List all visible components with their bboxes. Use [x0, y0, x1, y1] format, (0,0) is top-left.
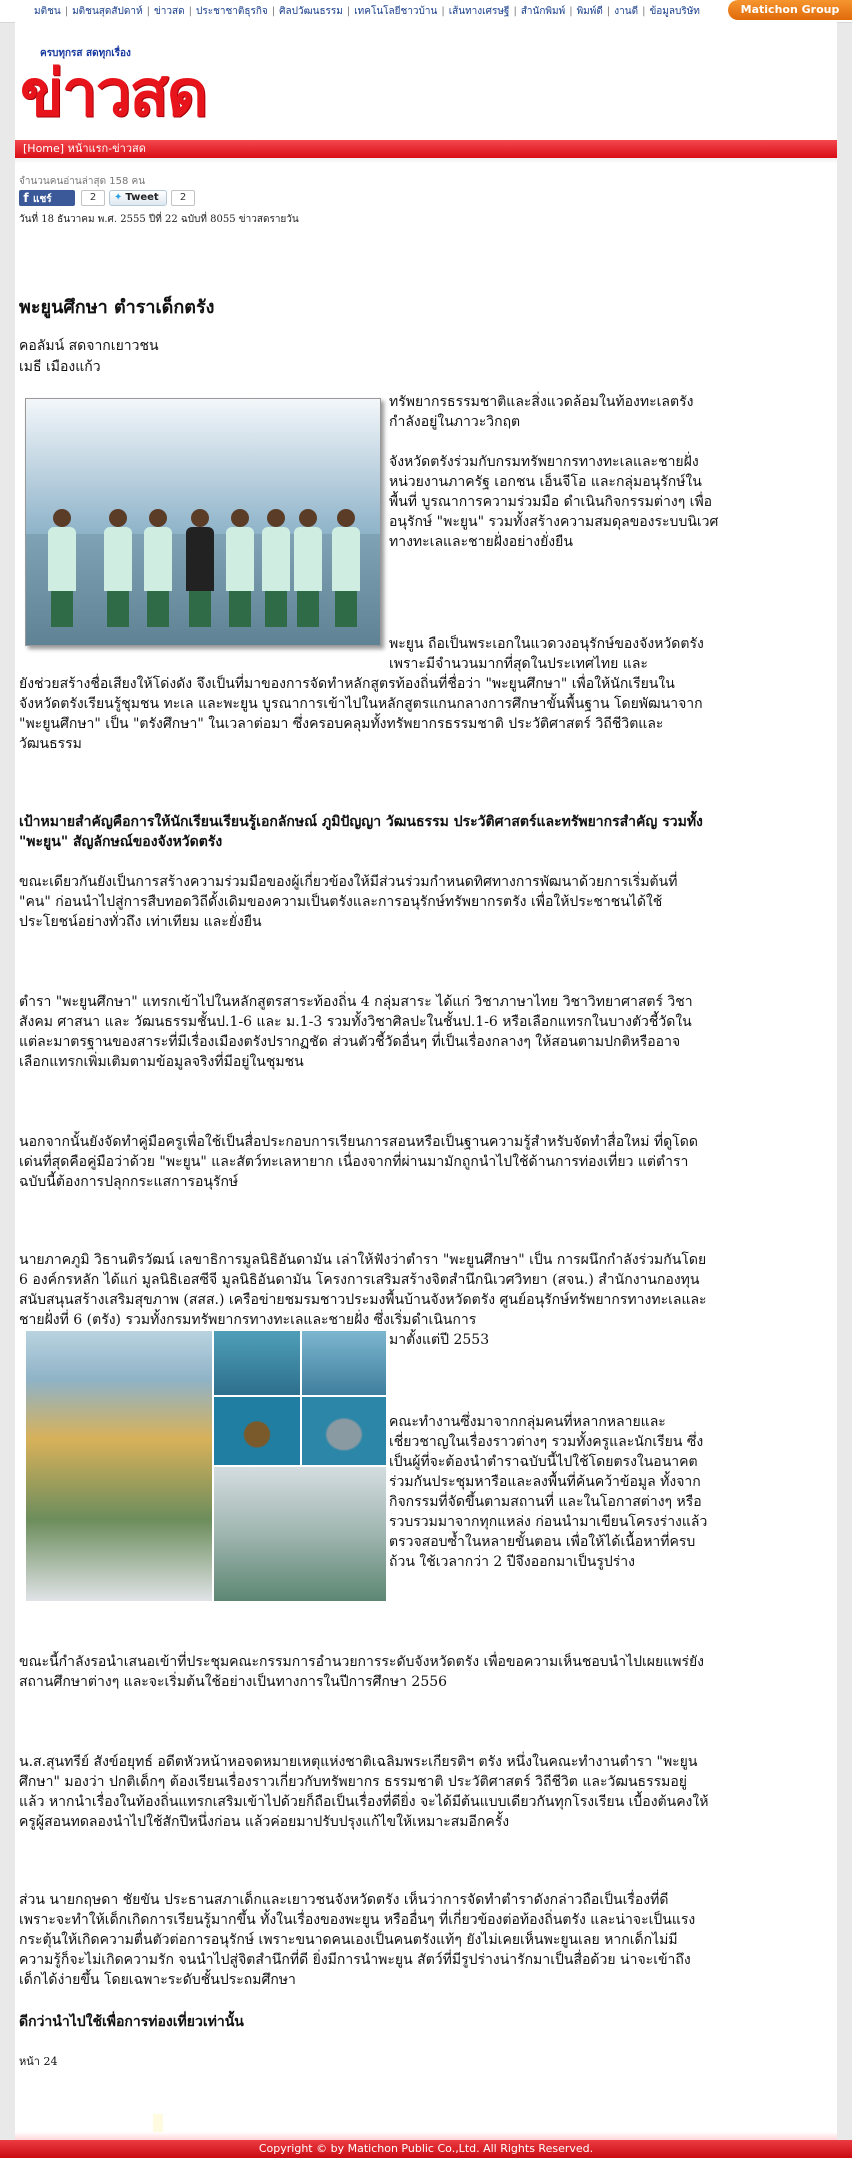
- paragraph-2: จังหวัดตรังร่วมกับกรมทรัพยากรทางทะเลและชายฝั่ง หน่วยงานภาครัฐ เอกชน เอ็นจีโอ และกลุ่มอนุรักษ์ในพื้นที่ บูรณาการความร่วมมือ ดำเนินกิจกรรมต่างๆ เพื่ออนุรักษ์ "พะยูน" รวมทั้งสร้างความสมดุลของระบบนิเวศทางทะเลและชายฝั่งอย่างยั่งยืน: [389, 454, 719, 550]
- collage-photo-turtle: [213, 1396, 301, 1466]
- collage-photo-classroom: [213, 1466, 387, 1602]
- collage-photo-dolphin: [301, 1330, 387, 1396]
- read-count: จำนวนคนอ่านล่าสุด 158 คน: [19, 176, 146, 187]
- paragraph-7: นายภาคภูมิ วิธานติรวัฒน์ เลขาธิการมูลนิธิอันดามัน เล่าให้ฟังว่าตำรา "พะยูนศึกษา" เป็น การผนึกกำลังร่วมกันโดย 6 องค์กรหลัก ได้แก่ มูลนิธิเอสซีจี มูลนิธิอันดามัน โครงการเสริมสร้างจิตสำนึกนิเวศวิทยา (สจน.) สำนักงานกองทุนสนับสนุนสร้างเสริมสุขภาพ (สสส.) เครือข่ายชมรมชาวประมงพื้นบ้านจังหวัดตรัง ศูนย์อนุรักษ์ทรัพยากรทางทะเลและชายฝั่งที่ 6 (ตรัง) รวมทั้งกรมทรัพยากรทางทะเลและชายฝั่ง ซึ่งเริ่มดำเนินการ: [19, 1252, 707, 1328]
- matichon-group-tab[interactable]: Matichon Group: [728, 0, 852, 20]
- collage-photo-students-outing: [25, 1330, 213, 1602]
- paragraph-8: คณะทำงานซึ่งมาจากกลุ่มคนที่หลากหลายและเชี่ยวชาญในเรื่องราวต่างๆ รวมทั้งครูและนักเรียน ซึ่งเป็นผู้ที่จะต้องนำตำราฉบับนี้ไปใช้โดยตรงในอนาคต ร่วมกันประชุมหารือและลงพื้นที่ค้นคว้าข้อมูล ทั้งจากกิจกรรมที่จัดขึ้นตามสถานที่ และในโอกาสต่างๆ หรือรวบรวมมาจากทุกแหล่ง ก่อนนำมาเขียนโครงร่างแล้วตรวจสอบซ้ำในหลายขั้นตอน เพื่อให้ได้เนื้อหาที่ครบถ้วน ใช้เวลากว่า 2 ปีจึงออกมาเป็นรูปร่าง: [389, 1414, 708, 1570]
- subheading-tourism: ดีกว่านำไปใช้เพื่อการท่องเที่ยวเท่านั้น: [19, 2014, 244, 2030]
- nav-link-matichon-weekly[interactable]: มติชนสุดสัปดาห์: [72, 6, 143, 17]
- paragraph-9: ขณะนี้กำลังรอนำเสนอเข้าที่ประชุมคณะกรรมการอำนวยการระดับจังหวัดตรัง เพื่อขอความเห็นชอบนำไปเผยแพร่ยังสถานศึกษาต่างๆ และจะเริ่มต้นใช้อย่างเป็นทางการในปีการศึกษา 2556: [19, 1654, 705, 1690]
- paragraph-4: ขณะเดียวกันยังเป็นการสร้างความร่วมมือของผู้เกี่ยวข้องให้มีส่วนร่วมกำหนดทิศทางการพัฒนาด้วยการเริ่มต้นที่ "คน" ก่อนนำไปสู่การสืบทอดวิถีดั้งเดิมของความเป็นตรังและการอนุรักษ์ทรัพยากรตรัง เพื่อให้ประชาชนได้ใช้ประโยชน์อย่างทั่วถึง เท่าเทียม และยั่งยืน: [19, 874, 678, 930]
- paragraph-7-tail: มาตั้งแต่ปี 2553: [389, 1332, 490, 1348]
- nav-link-prachachat[interactable]: ประชาชาติธุรกิจ: [195, 6, 268, 17]
- site-logo[interactable]: [20, 46, 234, 138]
- subheading-goal: เป้าหมายสำคัญคือการให้นักเรียนเรียนรู้เอกลักษณ์ ภูมิปัญญา วัฒนธรรม ประวัติศาสตร์และทรัพยากรสำคัญ รวมทั้ง "พะยูน" สัญลักษณ์ของจังหวัดตรัง: [19, 814, 703, 850]
- collage-photo-dugong: [213, 1330, 301, 1396]
- bar-shadow: [15, 158, 837, 164]
- paragraph-11: ส่วน นายกฤษดา ชัยขัน ประธานสภาเด็กและเยาวชนจังหวัดตรัง เห็นว่าการจัดทำตำราดังกล่าวถือเป็นเรื่องที่ดี เพราะจะทำให้เด็กเกิดการเรียนรู้มากขึ้น ทั้งในเรื่องของพะยูน หรืออื่นๆ ที่เกี่ยวข้องต่อท้องถิ่นตรัง และน่าจะเป็นแรงกระตุ้นให้เกิดความตื่นตัวต่อการอนุรักษ์ เพราะขนาดคนเองเป็นคนตรังแท้ๆ ยังไม่เคยเห็นพะยูนเลย หากเด็กไม่มีความรู้ก็จะไม่เกิดความรัก จนนำไปสู่จิตสำนึกที่ดี ยิ่งมีการนำพะยูน สัตว์ที่มีรูปร่างน่ารักมาเป็นสื่อด้วย น่าจะเข้าถึงเด็กได้ง่ายขึ้น โดยเฉพาะระดับชั้นประถมศึกษา: [19, 1892, 696, 1988]
- nav-link-technology[interactable]: เทคโนโลยีชาวบ้าน: [354, 6, 438, 17]
- nav-link-pimdee[interactable]: พิมพ์ดี: [576, 6, 603, 17]
- article-title: พะยูนศึกษา ตำราเด็กตรัง: [19, 297, 215, 318]
- nav-link-khaosod[interactable]: ข่าวสด: [153, 6, 185, 17]
- tweet-label: Tweet: [125, 192, 159, 203]
- copyright-footer: Copyright © by Matichon Public Co.,Ltd. All Rights Reserved.: [0, 2140, 852, 2158]
- breadcrumb-home-link[interactable]: [Home] หน้าแรก-ข่าวสด: [23, 142, 146, 155]
- paragraph-6: นอกจากนั้นยังจัดทำคู่มือครูเพื่อใช้เป็นสื่อประกอบการเรียนการสอนหรือเป็นฐานความรู้สำหรับจัดทำสื่อใหม่ ที่ดูโดดเด่นที่สุดคือคู่มือว่าด้วย "พะยูน" และสัตว์ทะเลหายาก เนื่องจากที่ผ่านมามักถูกนำไปใช้ด้านการท่องเที่ยว แต่ตำราฉบับนี้ต้องการปลุกกระแสการอนุรักษ์: [19, 1134, 698, 1190]
- page-reference: หน้า 24: [19, 2055, 58, 2068]
- page-bottom-glow: [15, 2132, 837, 2140]
- top-navigation: [0, 0, 852, 23]
- paragraph-3-lead: พะยูน ถือเป็นพระเอกในแวดวงอนุรักษ์ของจังหวัดตรัง เพราะมีจำนวนมากที่สุดในประเทศไทย และ: [389, 636, 704, 672]
- column-name: คอลัมน์ สดจากเยาวชน: [19, 338, 159, 354]
- photo-collage: [25, 1330, 385, 1600]
- page-container: [15, 22, 837, 2140]
- logo-wordmark: ข่าวสด: [20, 57, 207, 131]
- byline: [19, 336, 159, 378]
- network-links: มติชน | มติชนสุดสัปดาห์ | ข่าวสด | ประชาชาติธุรกิจ | ศิลปวัฒนธรรม | เทคโนโลยีชาวบ้าน | เส้นทางเศรษฐี | สำนักพิมพ์ | พิมพ์ดี | งานดี | ข้อมูลบริษัท: [34, 6, 700, 17]
- intro-paragraph: ทรัพยากรธรรมชาติและสิ่งแวดล้อมในท้องทะเลตรังกำลังอยู่ในภาวะวิกฤต: [389, 394, 694, 430]
- paragraph-3: ยังช่วยสร้างชื่อเสียงให้โด่งดัง จึงเป็นที่มาของการจัดทำหลักสูตรท้องถิ่นที่ชื่อว่า "พะยูนศึกษา" เพื่อให้นักเรียนในจังหวัดตรังเรียนรู้ชุมชน ทะเล และพะยูน บูรณาการเข้าไปในหลักสูตรแกนกลางการศึกษาขั้นพื้นฐาน โดยพัฒนาจาก "พะยูนศึกษา" เป็น "ตรังศึกษา" ในเวลาต่อมา ซึ่งครอบคลุมทั้งทรัพยากรธรรมชาติ ประวัติศาสตร์ วิถีชีวิตและวัฒนธรรม: [19, 676, 703, 752]
- paragraph-10: น.ส.สุนทรีย์ สังข์อยุทธ์ อดีตหัวหน้าหอจดหมายเหตุแห่งชาติเฉลิมพระเกียรติฯ ตรัง หนึ่งในคณะทำงานตำรา "พะยูนศึกษา" มองว่า ปกติเด็กๆ ต้องเรียนเรื่องราวเกี่ยวกับทรัพยากร ธรรมชาติ ประวัติศาสตร์ วิถีชีวิต และวัฒนธรรมอยู่แล้ว หากนำเรื่องในท้องถิ่นแทรกเสริมเข้าไปด้วยก็ถือเป็นเรื่องที่ดียิ่ง จะได้มีต้นแบบเดียวกันทุกโรงเรียน เบื้องต้นคงให้ครูผู้สอนทดลองนำไปใช้สักปีหนึ่งก่อน แล้วค่อยมาปรับปรุงแก้ไขให้เหมาะสมอีกครั้ง: [19, 1754, 709, 1830]
- share-count: 2: [81, 190, 105, 206]
- nav-link-ngandee[interactable]: งานดี: [614, 6, 639, 17]
- dateline: วันที่ 18 ธันวาคม พ.ศ. 2555 ปีที่ 22 ฉบับที่ 8055 ข่าวสดรายวัน: [19, 214, 299, 225]
- facebook-icon: f: [23, 191, 29, 205]
- facebook-share-label: แชร์: [33, 194, 52, 205]
- logo-slogan: ครบทุกรส สดทุกเรื่อง: [40, 48, 131, 59]
- facebook-share-button[interactable]: [19, 190, 75, 206]
- breadcrumb-bar: [15, 140, 837, 158]
- twitter-bird-icon: ✦: [114, 192, 123, 203]
- students-sea-photo: [25, 398, 381, 646]
- article-meta: [19, 174, 299, 225]
- paragraph-5: ตำรา "พะยูนศึกษา" แทรกเข้าไปในหลักสูตรสาระท้องถิ่น 4 กลุ่มสาระ ได้แก่ วิชาภาษาไทย วิชาวิทยาศาสตร์ วิชาสังคม ศาสนา และ วัฒนธรรมชั้นป.1-6 และ ม.1-3 รวมทั้งวิชาศิลปะในชั้นป.1-6 หรือเลือกแทรกในบางตัวชี้วัดในแต่ละมาตรฐานของสาระที่มีเรื่องเมืองตรังปรากฏชัด ส่วนตัวชี้วัดอื่นๆ ที่เป็นเรื่องกลางๆ ให้สอนตามปกติหรืออาจเลือกแทรกเพิ่มเติมตามข้อมูลจริงที่มีอยู่ในชุมชน: [19, 994, 693, 1070]
- nav-link-company[interactable]: ข้อมูลบริษัท: [649, 6, 700, 17]
- author-name: เมธี เมืองแก้ว: [19, 359, 101, 375]
- nav-link-silpa[interactable]: ศิลปวัฒนธรรม: [279, 6, 343, 17]
- collage-photo-manatee: [301, 1396, 387, 1466]
- nav-link-matichon[interactable]: มติชน: [34, 6, 61, 17]
- tweet-button[interactable]: [109, 190, 167, 206]
- tweet-count: 2: [171, 190, 195, 206]
- nav-link-setthi[interactable]: เส้นทางเศรษฐี: [448, 6, 510, 17]
- nav-link-publishing[interactable]: สำนักพิมพ์: [520, 6, 566, 17]
